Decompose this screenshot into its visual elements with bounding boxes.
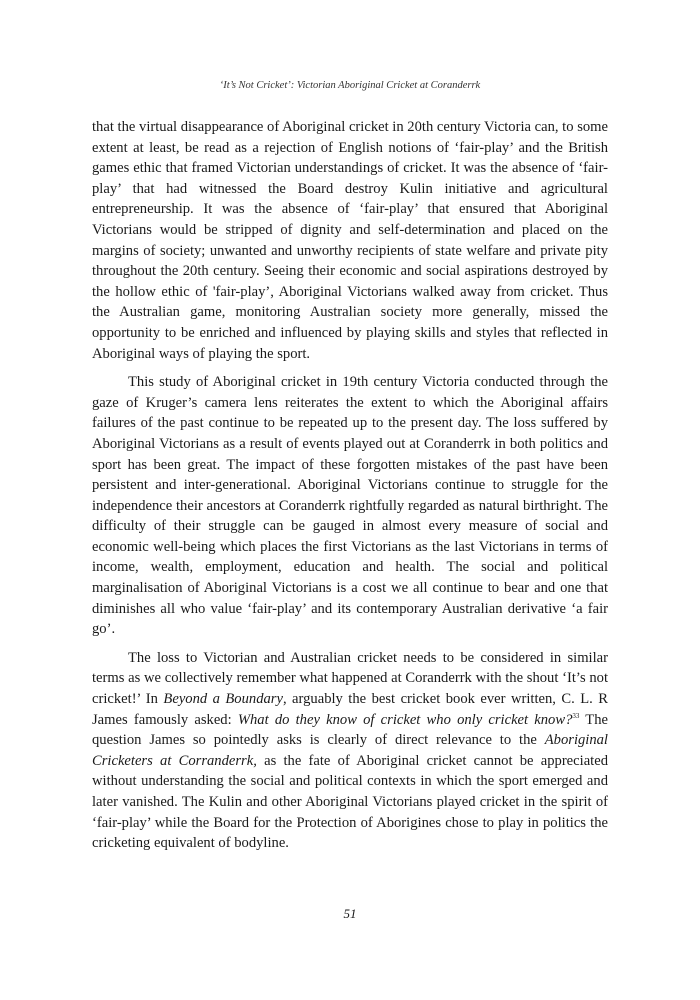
quotation: What do they know of cricket who only cricket know? <box>237 711 573 728</box>
page-number: 51 <box>343 906 357 921</box>
paragraph-3-text-4: as the fate of Aboriginal cricket cannot be appreciated without understanding the social and political contexts in which the sport emerged and later vanished. The Kulin and other Aboriginal Victorians played cricket in the spirit of ‘fair-play’ while the Board for the Protection of Aborigines chose to play in politics the cricketing equivalent of bodyline. <box>92 752 609 852</box>
work-title: Aboriginal Cricketers at Corranderrk, <box>92 732 608 769</box>
paragraph-3-text-2: , arguably the best cricket book ever written, C. L. R James famously asked: <box>92 691 608 728</box>
paragraph-3-text-1: The loss to Victorian and Australian cricket needs to be considered in similar terms as we collectively remember what happened at Coranderrk with the shout ‘It’s not cricket!’ In <box>92 649 608 708</box>
footnote-marker[interactable]: 33 <box>572 711 580 720</box>
book-title: Beyond a Boundary <box>163 691 283 708</box>
paragraph-2: This study of Aboriginal cricket in 19th century Victoria conducted through the gaze of Kruger’s camera lens reiterates the extent to which the Aboriginal affairs failures of the past continue to be repeated up to the present day. The loss suffered by Aboriginal Victorians as a result of events played out at Coranderrk in both politics and sport has been great. The impact of these forgotten mistakes of the past have been persistent and inter-generational. Aboriginal Victorians continue to struggle for the independence their ancestors at Coranderrk rightfully regarded as natural birthright. The difficulty of their struggle can be gauged in almost every measure of social and economic well-being which places the first Victorians as the last Victorians in terms of income, wealth, employment, education and health. The social and political marginalisation of Aboriginal Victorians is a cost we all continue to bear and one that diminishes all who value ‘fair-play’ and its contemporary Australian derivative ‘a fair go’. <box>92 374 608 638</box>
paragraph-3 <box>92 648 608 854</box>
running-head: ‘It’s Not Cricket’: Victorian Aboriginal Cricket at Coranderrk <box>219 80 481 91</box>
body-text <box>92 117 608 854</box>
paragraph-3-text-3: The question James so pointedly asks is clearly of direct relevance to the <box>92 711 608 749</box>
paragraph-1: that the virtual disappearance of Aboriginal cricket in 20th century Victoria can, to some extent at least, be read as a rejection of English notions of ‘fair-play’ and the British games ethic that framed Victorian understandings of cricket. It was the absence of ‘fair-play’ that had witnessed the Board destroy Kulin initiative and agricultural entrepreneurship. It was the absence of ‘fair-play’ that ensured that Aboriginal Victorians would be stripped of dignity and self-determination and placed on the margins of society; unwanted and unworthy recipients of state welfare and private pity throughout the 20th century. Seeing their economic and social aspirations destroyed by the hollow ethic of 'fair-play’, Aboriginal Victorians walked away from cricket. Thus the Australian game, monitoring Australian society more generally, missed the opportunity to be enriched and influenced by playing skills and styles that reflected in Aboriginal ways of playing the sport. <box>92 119 608 362</box>
